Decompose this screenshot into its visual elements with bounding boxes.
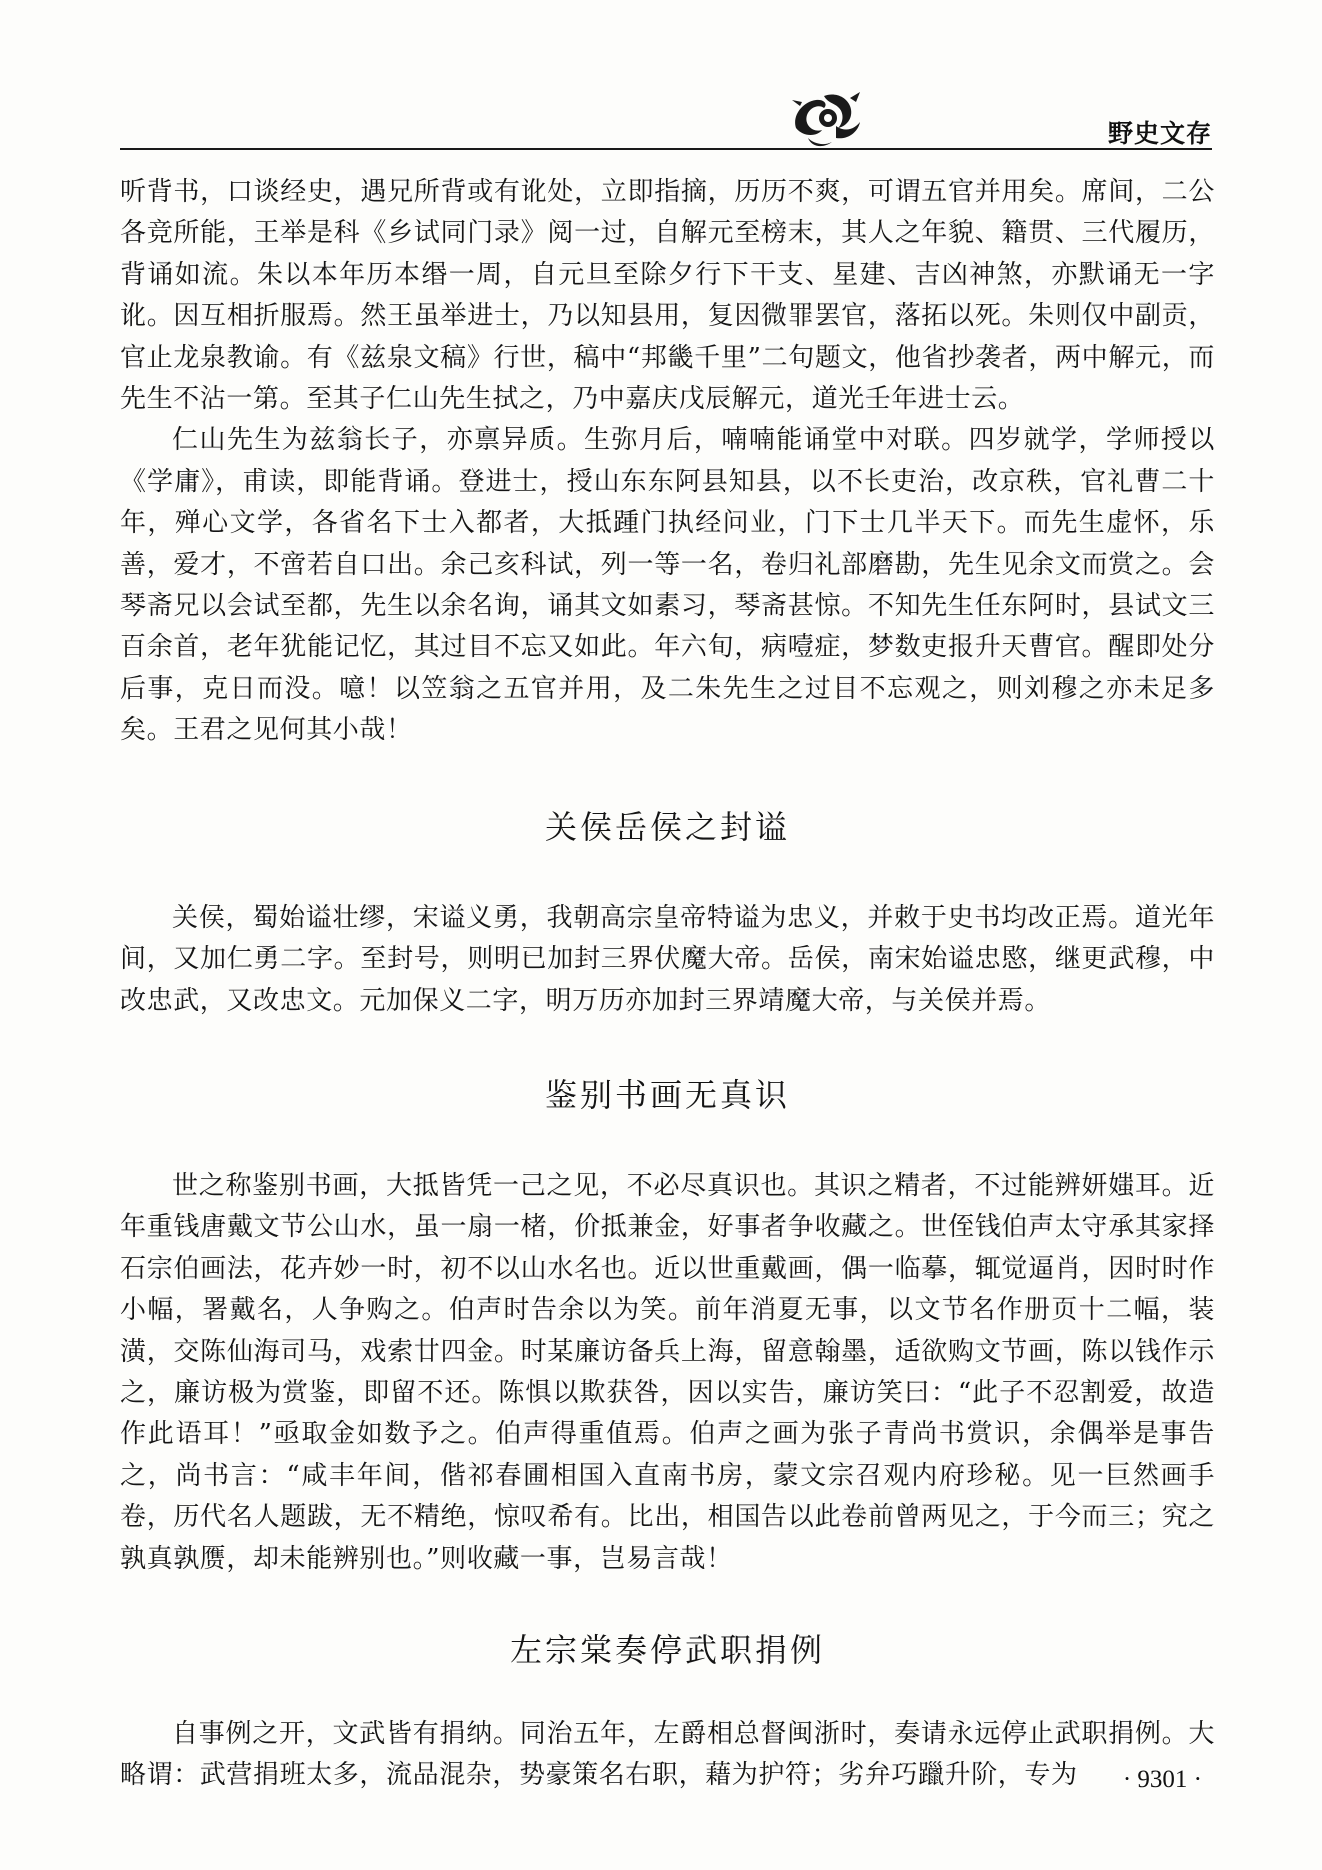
intro-paragraph-2: 仁山先生为兹翁长子，亦禀异质。生弥月后，喃喃能诵堂中对联。四岁就学，学师授以《学庸》，甫读，即能背诵。登进士，授山东东阿县知县，以不长吏治，改京秩，官礼曹二十年，殚心文学，各省名下士入都者，大抵踵门执经问业，门下士几半天下。而先生虚怀，乐善，爱才，不啻若自口出。余己亥科试，列一等一名，卷归礼部磨勘，先生见余文而赏之。会琴斋兄以会试至都，先生以余名询，诵其文如素习，琴斋甚惊。不知先生任东阿时，县试文三百余首，老年犹能记忆，其过目不忘又如此。年六旬，病噎症，梦数吏报升天曹官。醒即处分后事，克日而没。噫！以笠翁之五官并用，及二朱先生之过目不忘观之，则刘穆之亦未足多矣。王君之见何其小哉！ [120,425,1215,746]
header-rule [120,148,1212,150]
dragon-emblem-icon [788,88,870,150]
section-title-guan-yue: 关侯岳侯之封谥 [544,807,790,846]
section-title-zuo-zongtang: 左宗棠奏停武职捐例 [509,1630,825,1669]
page-body [120,172,1215,1797]
page-number: · 9301 · [1122,1766,1202,1793]
section-3-paragraph: 自事例之开，文武皆有捐纳。同治五年，左爵相总督闽浙时，奏请永远停止武职捐例。大略谓：武营捐班太多，流品混杂，势豪策名右职，藉为护符；劣弁巧躐升阶，专为 [120,1718,1215,1791]
series-title: 野史文存 [1107,119,1212,148]
running-header [120,88,1212,150]
intro-paragraph-1: 听背书，口谈经史，遇兄所背或有讹处，立即指摘，历历不爽，可谓五官并用矣。席间，二公各竞所能，王举是科《乡试同门录》阅一过，自解元至榜末，其人之年貌、籍贯、三代履历，背诵如流。朱以本年历本缗一周，自元旦至除夕行下干支、星建、吉凶神煞，亦默诵无一字讹。因互相折服焉。然王虽举进士，乃以知县用，复因微罪罢官，落拓以死。朱则仅中副贡，官止龙泉教谕。有《兹泉文稿》行世，稿中“邦畿千里”二句题文，他省抄袭者，两中解元，而先生不沾一第。至其子仁山先生拭之，乃中嘉庆戊辰解元，道光壬年进士云。 [120,177,1215,415]
section-title-painting-appraisal: 鉴别书画无真识 [544,1075,790,1114]
section-1-paragraph: 关侯，蜀始谥壮缪，宋谥义勇，我朝高宗皇帝特谥为忠义，并敕于史书均改正焉。道光年间，又加仁勇二字。至封号，则明已加封三界伏魔大帝。岳侯，南宋始谥忠愍，继更武穆，中改忠武，又改忠文。元加保义二字，明万历亦加封三界靖魔大帝，与关侯并焉。 [120,902,1215,1016]
section-2-paragraph: 世之称鉴别书画，大抵皆凭一己之见，不必尽真识也。其识之精者，不过能辨妍媸耳。近年重钱唐戴文节公山水，虽一扇一楮，价抵兼金，好事者争收藏之。世侄钱伯声太守承其家择石宗伯画法，花卉妙一时，初不以山水名也。近以世重戴画，偶一临摹，辄觉逼肖，因时时作小幅，署戴名，人争购之。伯声时告余以为笑。前年消夏无事，以文节名作册页十二幅，装潢，交陈仙海司马，戏索廿四金。时某廉访备兵上海，留意翰墨，适欲购文节画，陈以钱作示之，廉访极为赏鉴，即留不还。陈惧以欺获咎，因以实告，廉访笑曰：“此子不忍割爱，故造作此语耳！”亟取金如数予之。伯声得重值焉。伯声之画为张子青尚书赏识，余偶举是事告之，尚书言：“咸丰年间，偕祁春圃相国入直南书房，蒙文宗召观内府珍秘。见一巨然画手卷，历代名人题跋，无不精绝，惊叹希有。比出，相国告以此卷前曾两见之，于今而三；究之孰真孰赝，却未能辨别也。”则收藏一事，岂易言哉！ [120,1170,1215,1574]
